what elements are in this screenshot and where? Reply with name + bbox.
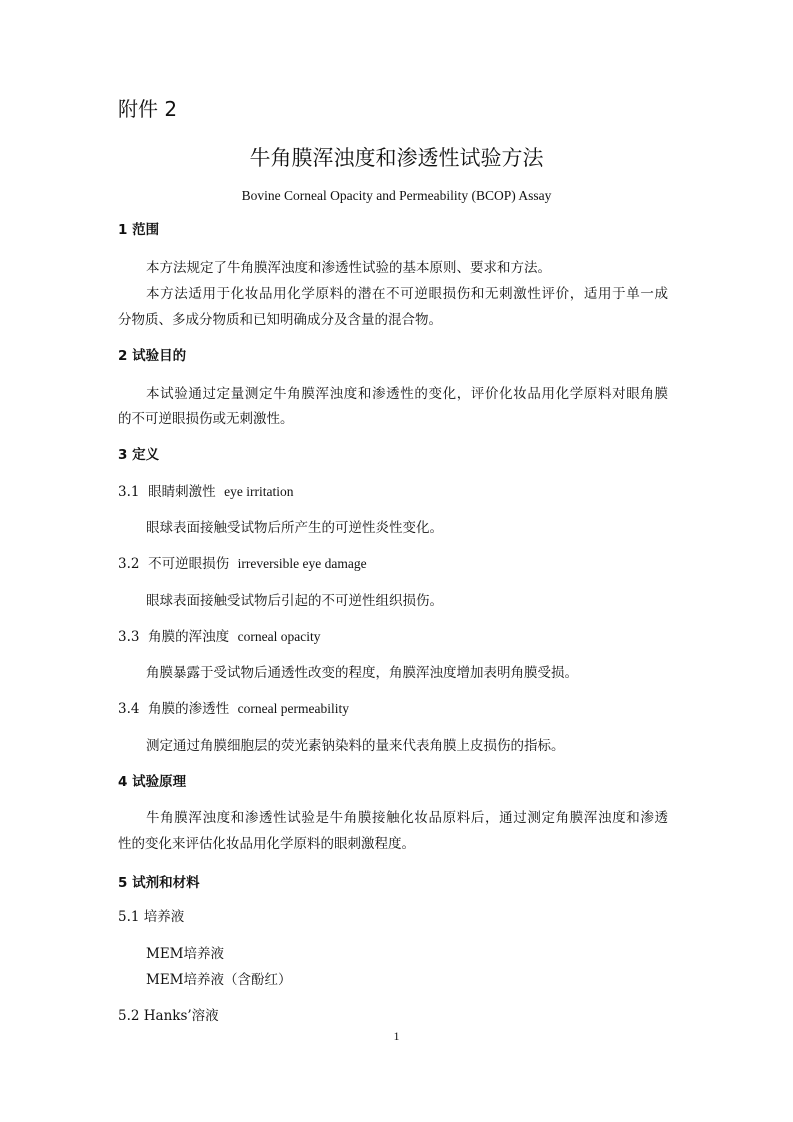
paragraph-text: 本试验通过定量测定牛角膜浑浊度和渗透性的变化，评价化妆品用化学原料对眼角膜 [146, 386, 668, 402]
definition-text: 角膜暴露于受试物后通透性改变的程度，角膜浑浊度增加表明角膜受损。 [146, 665, 578, 681]
section-heading: 2 试验目的 [118, 348, 187, 364]
definition-heading [118, 555, 367, 573]
definition-term-cn: 不可逆眼损伤 [148, 556, 230, 572]
section-heading: 1 范围 [118, 222, 160, 238]
definition-number: 3.4 [118, 701, 140, 717]
paragraph-text: 的不可逆眼损伤或无刺激性。 [118, 411, 294, 427]
definition-text: 眼球表面接触受试物后引起的不可逆性组织损伤。 [146, 593, 443, 609]
definition-term-cn: 角膜的浑浊度 [148, 629, 230, 645]
page-title: 牛角膜浑浊度和渗透性试验方法 [249, 146, 544, 170]
page-number: 1 [393, 1029, 400, 1043]
definition-heading [118, 483, 294, 501]
definition-term-cn: 角膜的渗透性 [148, 701, 230, 717]
definition-text: 眼球表面接触受试物后所产生的可逆性炎性变化。 [146, 520, 443, 536]
definition-heading [118, 628, 321, 646]
definition-term-en: eye irritation [224, 484, 294, 499]
definition-term-cn: 眼睛刺激性 [148, 484, 216, 500]
paragraph-text: 性的变化来评估化妆品用化学原料的眼刺激程度。 [118, 836, 415, 852]
page-subtitle: Bovine Corneal Opacity and Permeability (BCOP) Assay [241, 188, 552, 203]
list-item: MEM培养液（含酚红） [146, 972, 292, 988]
paragraph-text: 本方法适用于化妆品用化学原料的潜在不可逆眼损伤和无刺激性评价，适用于单一成 [146, 286, 668, 302]
section-heading: 5 试剂和材料 [118, 875, 200, 891]
paragraph-text: 牛角膜浑浊度和渗透性试验是牛角膜接触化妆品原料后，通过测定角膜浑浊度和渗透 [146, 810, 668, 826]
section-heading: 4 试验原理 [118, 774, 187, 790]
definition-term-en: corneal opacity [237, 629, 321, 644]
definition-term-en: corneal permeability [237, 701, 349, 716]
definition-number: 3.1 [118, 484, 140, 500]
attachment-label: 附件 2 [118, 97, 178, 121]
definition-heading [118, 700, 349, 718]
definition-text: 测定通过角膜细胞层的荧光素钠染料的量来代表角膜上皮损伤的指标。 [146, 738, 565, 754]
list-item: MEM培养液 [146, 946, 225, 962]
subsection-heading: 5.1 培养液 [118, 909, 185, 925]
paragraph-text: 分物质、多成分物质和已知明确成分及含量的混合物。 [118, 312, 442, 328]
subsection-heading: 5.2 Hanks’溶液 [118, 1008, 219, 1024]
section-heading: 3 定义 [118, 447, 160, 463]
definition-term-en: irreversible eye damage [237, 556, 367, 571]
paragraph-text: 本方法规定了牛角膜浑浊度和渗透性试验的基本原则、要求和方法。 [146, 260, 551, 276]
definition-number: 3.2 [118, 556, 140, 572]
definition-number: 3.3 [118, 629, 140, 645]
